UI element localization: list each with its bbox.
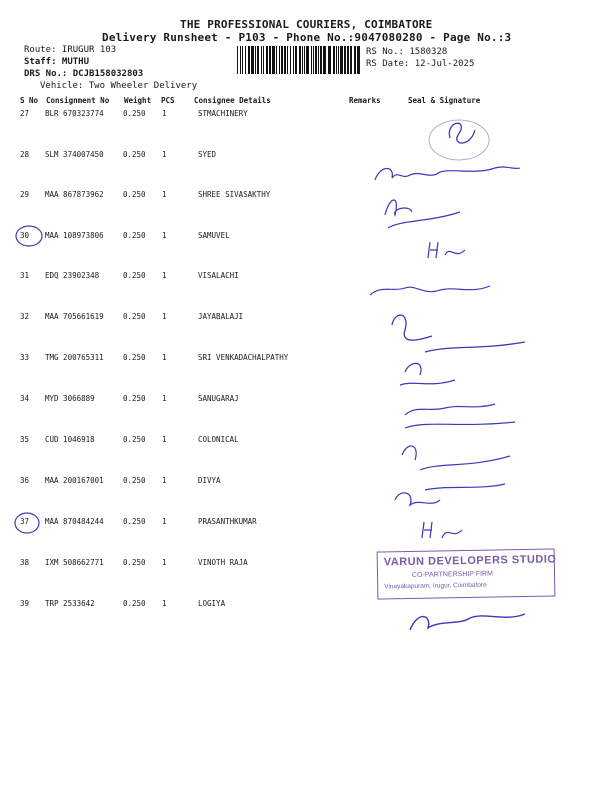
row-consignee: JAYABALAJI <box>198 312 244 321</box>
row-sno: 34 <box>20 394 30 403</box>
col-weight: Weight <box>124 96 152 105</box>
row-consignee: DIVYA <box>198 476 221 485</box>
row-weight: 0.250 <box>123 517 146 526</box>
row-pcs: 1 <box>162 109 167 118</box>
row-consignment: CUD 1046918 <box>45 435 95 444</box>
row-consignment: EDQ 23902348 <box>45 271 100 280</box>
faded-stamp <box>429 120 489 160</box>
circle-mark <box>16 226 42 246</box>
signature-31 <box>370 286 490 295</box>
col-consignee: Consignee Details <box>194 96 271 105</box>
stamp-line3: Vinayakapuram, Irugur, Coimbatore <box>384 581 487 591</box>
row-sno: 33 <box>20 353 30 362</box>
route-label: Route: IRUGUR 103 <box>24 45 117 55</box>
signature-29 <box>385 200 460 228</box>
signature-37 <box>422 522 462 538</box>
row-pcs: 1 <box>162 558 167 567</box>
row-sno: 38 <box>20 558 30 567</box>
row-consignment: TRP 2533642 <box>45 599 95 608</box>
row-sno: 29 <box>20 190 30 199</box>
stamp-line2: CO-PARTNERSHIP FIRM <box>411 570 493 579</box>
row-consignment: MAA 705661619 <box>45 312 104 321</box>
signature-32 <box>392 315 525 352</box>
row-pcs: 1 <box>162 150 167 159</box>
col-consignment: Consignment No <box>46 96 110 105</box>
signature-33 <box>400 363 455 385</box>
row-sno: 28 <box>20 150 30 159</box>
row-consignment: TMG 200765311 <box>45 353 104 362</box>
col-pcs: PCS <box>161 96 175 105</box>
row-pcs: 1 <box>162 190 167 199</box>
row-consignment: MYD 3066889 <box>45 394 95 403</box>
row-consignee: STMACHINERY <box>198 109 248 118</box>
company-name: THE PROFESSIONAL COURIERS, COIMBATORE <box>180 18 433 31</box>
row-consignee: LOGIYA <box>198 599 226 608</box>
row-sno: 30 <box>20 231 30 240</box>
staff-label: Staff: MUTHU <box>24 57 90 67</box>
row-weight: 0.250 <box>123 558 146 567</box>
company-stamp <box>377 548 556 599</box>
row-sno: 31 <box>20 271 30 280</box>
row-consignment: MAA 108973806 <box>45 231 104 240</box>
vehicle-label: Vehicle: Two Wheeler Delivery <box>40 81 198 91</box>
row-pcs: 1 <box>162 517 167 526</box>
row-pcs: 1 <box>162 476 167 485</box>
row-consignee: VINOTH RAJA <box>198 558 248 567</box>
row-weight: 0.250 <box>123 150 146 159</box>
row-weight: 0.250 <box>123 109 146 118</box>
row-consignment: MAA 870484244 <box>45 517 104 526</box>
rs-no-label: RS No.: 1580328 <box>366 47 448 57</box>
stamp-name: VARUN DEVELOPERS STUDIO <box>383 553 557 569</box>
signature-34 <box>405 404 515 428</box>
row-sno: 37 <box>20 517 30 526</box>
row-pcs: 1 <box>162 231 167 240</box>
row-pcs: 1 <box>162 353 167 362</box>
runsheet-title: Delivery Runsheet - P103 - Phone No.:9047080280 - Page No.:3 <box>102 31 512 44</box>
row-consignee: VISALACHI <box>198 271 239 280</box>
circle-mark <box>15 513 39 533</box>
row-pcs: 1 <box>162 394 167 403</box>
row-weight: 0.250 <box>123 312 146 321</box>
row-sno: 32 <box>20 312 30 321</box>
signature-28 <box>375 167 520 180</box>
row-consignment: SLM 374007450 <box>45 150 104 159</box>
row-weight: 0.250 <box>123 476 146 485</box>
row-pcs: 1 <box>162 599 167 608</box>
row-consignment: IXM 508662771 <box>45 558 104 567</box>
rs-date-label: RS Date: 12-Jul-2025 <box>366 59 475 69</box>
row-sno: 27 <box>20 109 30 118</box>
signature-39 <box>410 614 525 630</box>
row-sno: 39 <box>20 599 30 608</box>
row-pcs: 1 <box>162 435 167 444</box>
col-sno: S No <box>20 96 39 105</box>
row-consignee: SRI VENKADACHALPATHY <box>198 353 289 362</box>
signature-30 <box>428 242 465 258</box>
col-seal: Seal & Signature <box>408 96 481 105</box>
signature-36 <box>395 484 505 505</box>
row-consignee: COLONICAL <box>198 435 239 444</box>
row-consignee: SHREE SIVASAKTHY <box>198 190 271 199</box>
row-sno: 35 <box>20 435 30 444</box>
row-consignee: SANUGARAJ <box>198 394 239 403</box>
row-consignee: SAMUVEL <box>198 231 230 240</box>
row-weight: 0.250 <box>123 271 146 280</box>
row-weight: 0.250 <box>123 394 146 403</box>
row-pcs: 1 <box>162 312 167 321</box>
row-consignee: SYED <box>198 150 217 159</box>
signature-35 <box>402 446 510 470</box>
row-sno: 36 <box>20 476 30 485</box>
row-weight: 0.250 <box>123 353 146 362</box>
row-weight: 0.250 <box>123 435 146 444</box>
row-consignee: PRASANTHKUMAR <box>198 517 257 526</box>
row-consignment: BLR 670323774 <box>45 109 104 118</box>
row-consignment: MAA 867873962 <box>45 190 104 199</box>
row-weight: 0.250 <box>123 190 146 199</box>
drs-label: DRS No.: DCJB158032803 <box>24 69 144 79</box>
row-consignment: MAA 200167001 <box>45 476 104 485</box>
signature-27 <box>449 123 475 143</box>
row-weight: 0.250 <box>123 231 146 240</box>
row-pcs: 1 <box>162 271 167 280</box>
row-weight: 0.250 <box>123 599 146 608</box>
col-remarks: Remarks <box>349 96 381 105</box>
